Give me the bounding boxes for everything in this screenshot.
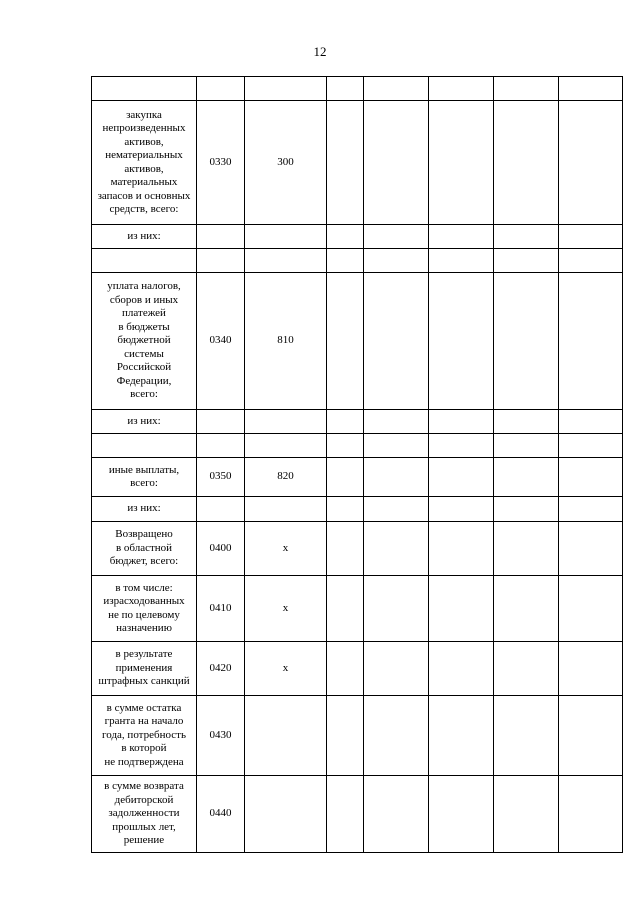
row-amount-cell (327, 273, 364, 410)
row-code-cell (197, 410, 245, 434)
row-amount-cell (494, 576, 559, 642)
row-amount-cell (364, 576, 429, 642)
row-amount-cell (327, 696, 364, 776)
row-amount-cell (429, 77, 494, 101)
row-code-cell: 0330 (197, 101, 245, 225)
row-amount-cell (327, 522, 364, 576)
row-amount-cell (429, 410, 494, 434)
row-amount-cell (429, 776, 494, 853)
row-amount-cell (559, 410, 623, 434)
row-expense-code-cell: 810 (245, 273, 327, 410)
row-amount-cell (429, 249, 494, 273)
row-amount-cell (364, 77, 429, 101)
row-amount-cell (327, 776, 364, 853)
row-amount-cell (364, 249, 429, 273)
row-expense-code-cell (245, 776, 327, 853)
row-amount-cell (327, 101, 364, 225)
row-name-cell (92, 434, 197, 458)
table-row (92, 696, 623, 776)
row-amount-cell (494, 458, 559, 497)
row-name-cell: из них: (92, 225, 197, 249)
row-amount-cell (559, 522, 623, 576)
row-code-cell (197, 434, 245, 458)
row-expense-code-cell (245, 249, 327, 273)
row-amount-cell (494, 273, 559, 410)
row-amount-cell (327, 642, 364, 696)
row-amount-cell (364, 410, 429, 434)
row-amount-cell (364, 642, 429, 696)
row-code-cell: 0340 (197, 273, 245, 410)
row-amount-cell (494, 77, 559, 101)
row-expense-code-cell (245, 497, 327, 522)
page-number: 12 (313, 44, 327, 59)
row-name-cell: в сумме возврата дебиторской задолженности прошлых лет, решение (92, 776, 197, 853)
report-table-body (92, 77, 623, 853)
row-amount-cell (429, 522, 494, 576)
table-row (92, 273, 623, 410)
row-amount-cell (559, 776, 623, 853)
row-amount-cell (364, 101, 429, 225)
row-amount-cell (494, 249, 559, 273)
table-row (92, 249, 623, 273)
row-code-cell (197, 77, 245, 101)
row-amount-cell (429, 434, 494, 458)
row-name-cell: из них: (92, 497, 197, 522)
table-row (92, 458, 623, 497)
row-amount-cell (559, 225, 623, 249)
row-code-cell: 0350 (197, 458, 245, 497)
row-expense-code-cell (245, 434, 327, 458)
table-row (92, 776, 623, 853)
row-amount-cell (327, 225, 364, 249)
table-row (92, 576, 623, 642)
row-amount-cell (364, 497, 429, 522)
row-amount-cell (364, 522, 429, 576)
row-name-cell (92, 77, 197, 101)
row-code-cell: 0440 (197, 776, 245, 853)
table-row (92, 642, 623, 696)
row-amount-cell (364, 776, 429, 853)
row-expense-code-cell (245, 410, 327, 434)
row-amount-cell (364, 458, 429, 497)
row-amount-cell (494, 434, 559, 458)
row-amount-cell (494, 410, 559, 434)
row-code-cell: 0410 (197, 576, 245, 642)
row-amount-cell (559, 642, 623, 696)
row-expense-code-cell (245, 225, 327, 249)
table-row (92, 410, 623, 434)
row-amount-cell (559, 101, 623, 225)
row-code-cell: 0400 (197, 522, 245, 576)
row-amount-cell (327, 410, 364, 434)
row-code-cell (197, 225, 245, 249)
row-amount-cell (494, 776, 559, 853)
row-amount-cell (559, 696, 623, 776)
report-table (91, 76, 623, 853)
table-row (92, 77, 623, 101)
row-name-cell (92, 249, 197, 273)
table-row (92, 225, 623, 249)
row-expense-code-cell: x (245, 522, 327, 576)
row-amount-cell (327, 249, 364, 273)
row-name-cell: в результате применения штрафных санкций (92, 642, 197, 696)
row-amount-cell (327, 458, 364, 497)
row-expense-code-cell: 300 (245, 101, 327, 225)
row-amount-cell (429, 225, 494, 249)
row-amount-cell (494, 696, 559, 776)
row-expense-code-cell (245, 696, 327, 776)
row-amount-cell (494, 101, 559, 225)
row-amount-cell (429, 497, 494, 522)
row-amount-cell (559, 273, 623, 410)
row-amount-cell (559, 458, 623, 497)
table-row (92, 497, 623, 522)
row-amount-cell (327, 434, 364, 458)
row-expense-code-cell: x (245, 642, 327, 696)
row-expense-code-cell: x (245, 576, 327, 642)
table-row (92, 434, 623, 458)
table-row (92, 522, 623, 576)
row-amount-cell (559, 434, 623, 458)
row-name-cell: уплата налогов, сборов и иных платежей в бюджеты бюджетной системы Российской Федерации, всего: (92, 273, 197, 410)
row-amount-cell (327, 576, 364, 642)
row-expense-code-cell: 820 (245, 458, 327, 497)
row-amount-cell (429, 458, 494, 497)
row-amount-cell (429, 273, 494, 410)
row-amount-cell (494, 497, 559, 522)
row-amount-cell (364, 434, 429, 458)
row-name-cell: в том числе: израсходованных не по целевому назначению (92, 576, 197, 642)
row-amount-cell (494, 225, 559, 249)
row-amount-cell (429, 696, 494, 776)
row-amount-cell (494, 522, 559, 576)
row-amount-cell (327, 497, 364, 522)
row-amount-cell (364, 225, 429, 249)
row-amount-cell (559, 249, 623, 273)
row-amount-cell (429, 101, 494, 225)
row-expense-code-cell (245, 77, 327, 101)
row-name-cell: закупка непроизведенных активов, нематериальных активов, материальных запасов и основных средств, всего: (92, 101, 197, 225)
row-name-cell: в сумме остатка гранта на начало года, потребность в которой не подтверждена (92, 696, 197, 776)
row-amount-cell (364, 696, 429, 776)
row-amount-cell (327, 77, 364, 101)
row-amount-cell (559, 576, 623, 642)
row-name-cell: из них: (92, 410, 197, 434)
table-row (92, 101, 623, 225)
row-code-cell (197, 249, 245, 273)
row-code-cell (197, 497, 245, 522)
row-amount-cell (559, 77, 623, 101)
row-amount-cell (364, 273, 429, 410)
row-amount-cell (494, 642, 559, 696)
row-code-cell: 0420 (197, 642, 245, 696)
row-amount-cell (429, 576, 494, 642)
row-code-cell: 0430 (197, 696, 245, 776)
row-amount-cell (559, 497, 623, 522)
row-name-cell: Возвращено в областной бюджет, всего: (92, 522, 197, 576)
row-name-cell: иные выплаты, всего: (92, 458, 197, 497)
row-amount-cell (429, 642, 494, 696)
